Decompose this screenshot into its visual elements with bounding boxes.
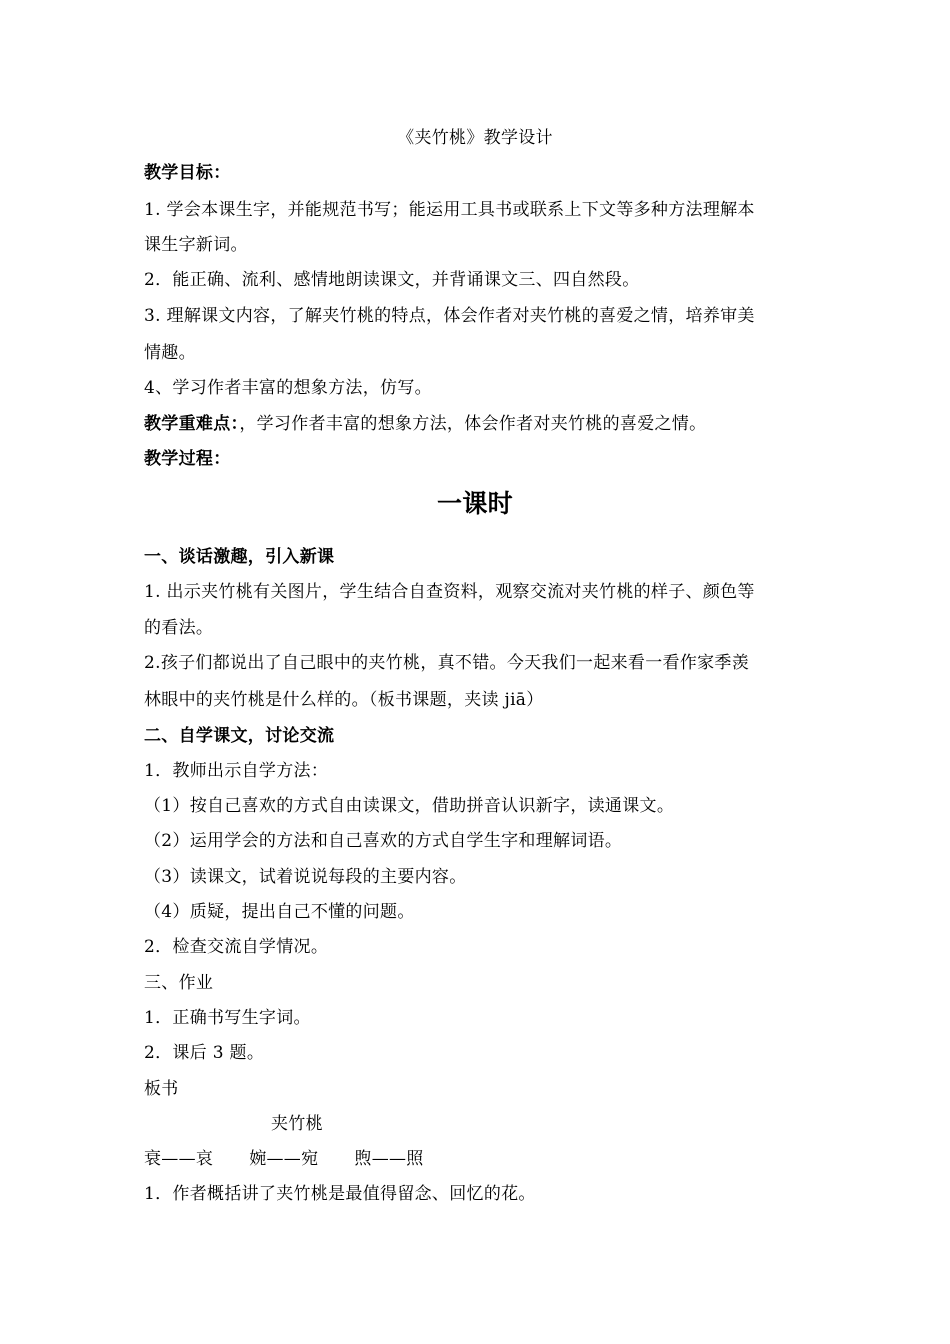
goal-4: 4、学习作者丰富的想象方法，仿写。 (144, 378, 432, 398)
board-label: 板书 (144, 1079, 179, 1099)
goal-1-line-1: 1. 学会本课生字，并能规范书写；能运用工具书或联系上下文等多种方法理解本 (144, 200, 755, 220)
goal-3-line-2: 情趣。 (144, 343, 196, 363)
process-heading: 教学过程： (144, 449, 231, 469)
section-1-item-1-line-2: 的看法。 (144, 618, 214, 638)
section-3-item-2: 2．课后 3 题。 (144, 1043, 265, 1063)
section-3-heading: 三、作业 (144, 973, 214, 993)
section-2-sub-3: （3）读课文，试着说说每段的主要内容。 (144, 867, 467, 887)
section-2-item-1: 1．教师出示自学方法： (144, 761, 329, 781)
section-2-sub-4: （4）质疑，提出自己不懂的问题。 (144, 902, 415, 922)
section-2-sub-1: （1）按自己喜欢的方式自由读课文，借助拼音认识新字，读通课文。 (144, 796, 675, 816)
section-2-sub-2: （2）运用学会的方法和自己喜欢的方式自学生字和理解词语。 (144, 831, 623, 851)
goal-2: 2．能正确、流利、感情地朗读课文，并背诵课文三、四自然段。 (144, 270, 640, 290)
section-1-item-2-line-1: 2.孩子们都说出了自己眼中的夹竹桃，真不错。今天我们一起来看一看作家季羡 (144, 653, 750, 673)
document-title: 《夹竹桃》教学设计 (397, 128, 553, 148)
board-pairs (144, 1147, 814, 1171)
key-points (144, 412, 814, 436)
section-1-item-2-line-2: 林眼中的夹竹桃是什么样的。（板书课题，夹读 jiā） (144, 690, 544, 710)
key-points-label: 教学重难点： (144, 414, 240, 434)
section-1-heading: 一、谈话激趣，引入新课 (144, 547, 335, 567)
section-2-heading: 二、自学课文，讨论交流 (144, 726, 335, 746)
section-1-item-1-line-1: 1. 出示夹竹桃有关图片，学生结合自查资料，观察交流对夹竹桃的样子、颜色等 (144, 582, 755, 602)
board-pair-1: 衰——哀 (144, 1149, 214, 1169)
board-pair-2: 婉——宛 (249, 1149, 319, 1169)
board-pair-3: 煦——照 (354, 1149, 424, 1169)
lesson-title: 一课时 (437, 489, 513, 518)
board-title: 夹竹桃 (271, 1114, 323, 1134)
board-point-1: 1．作者概括讲了夹竹桃是最值得留念、回忆的花。 (144, 1184, 536, 1204)
section-3-item-1: 1．正确书写生字词。 (144, 1008, 311, 1028)
goals-heading: 教学目标： (144, 163, 231, 183)
goal-1-line-2: 课生字新词。 (144, 235, 248, 255)
section-2-item-2: 2．检查交流自学情况。 (144, 937, 329, 957)
key-points-text: ，学习作者丰富的想象方法，体会作者对夹竹桃的喜爱之情。 (239, 414, 707, 434)
goal-3-line-1: 3. 理解课文内容，了解夹竹桃的特点，体会作者对夹竹桃的喜爱之情，培养审美 (144, 306, 755, 326)
